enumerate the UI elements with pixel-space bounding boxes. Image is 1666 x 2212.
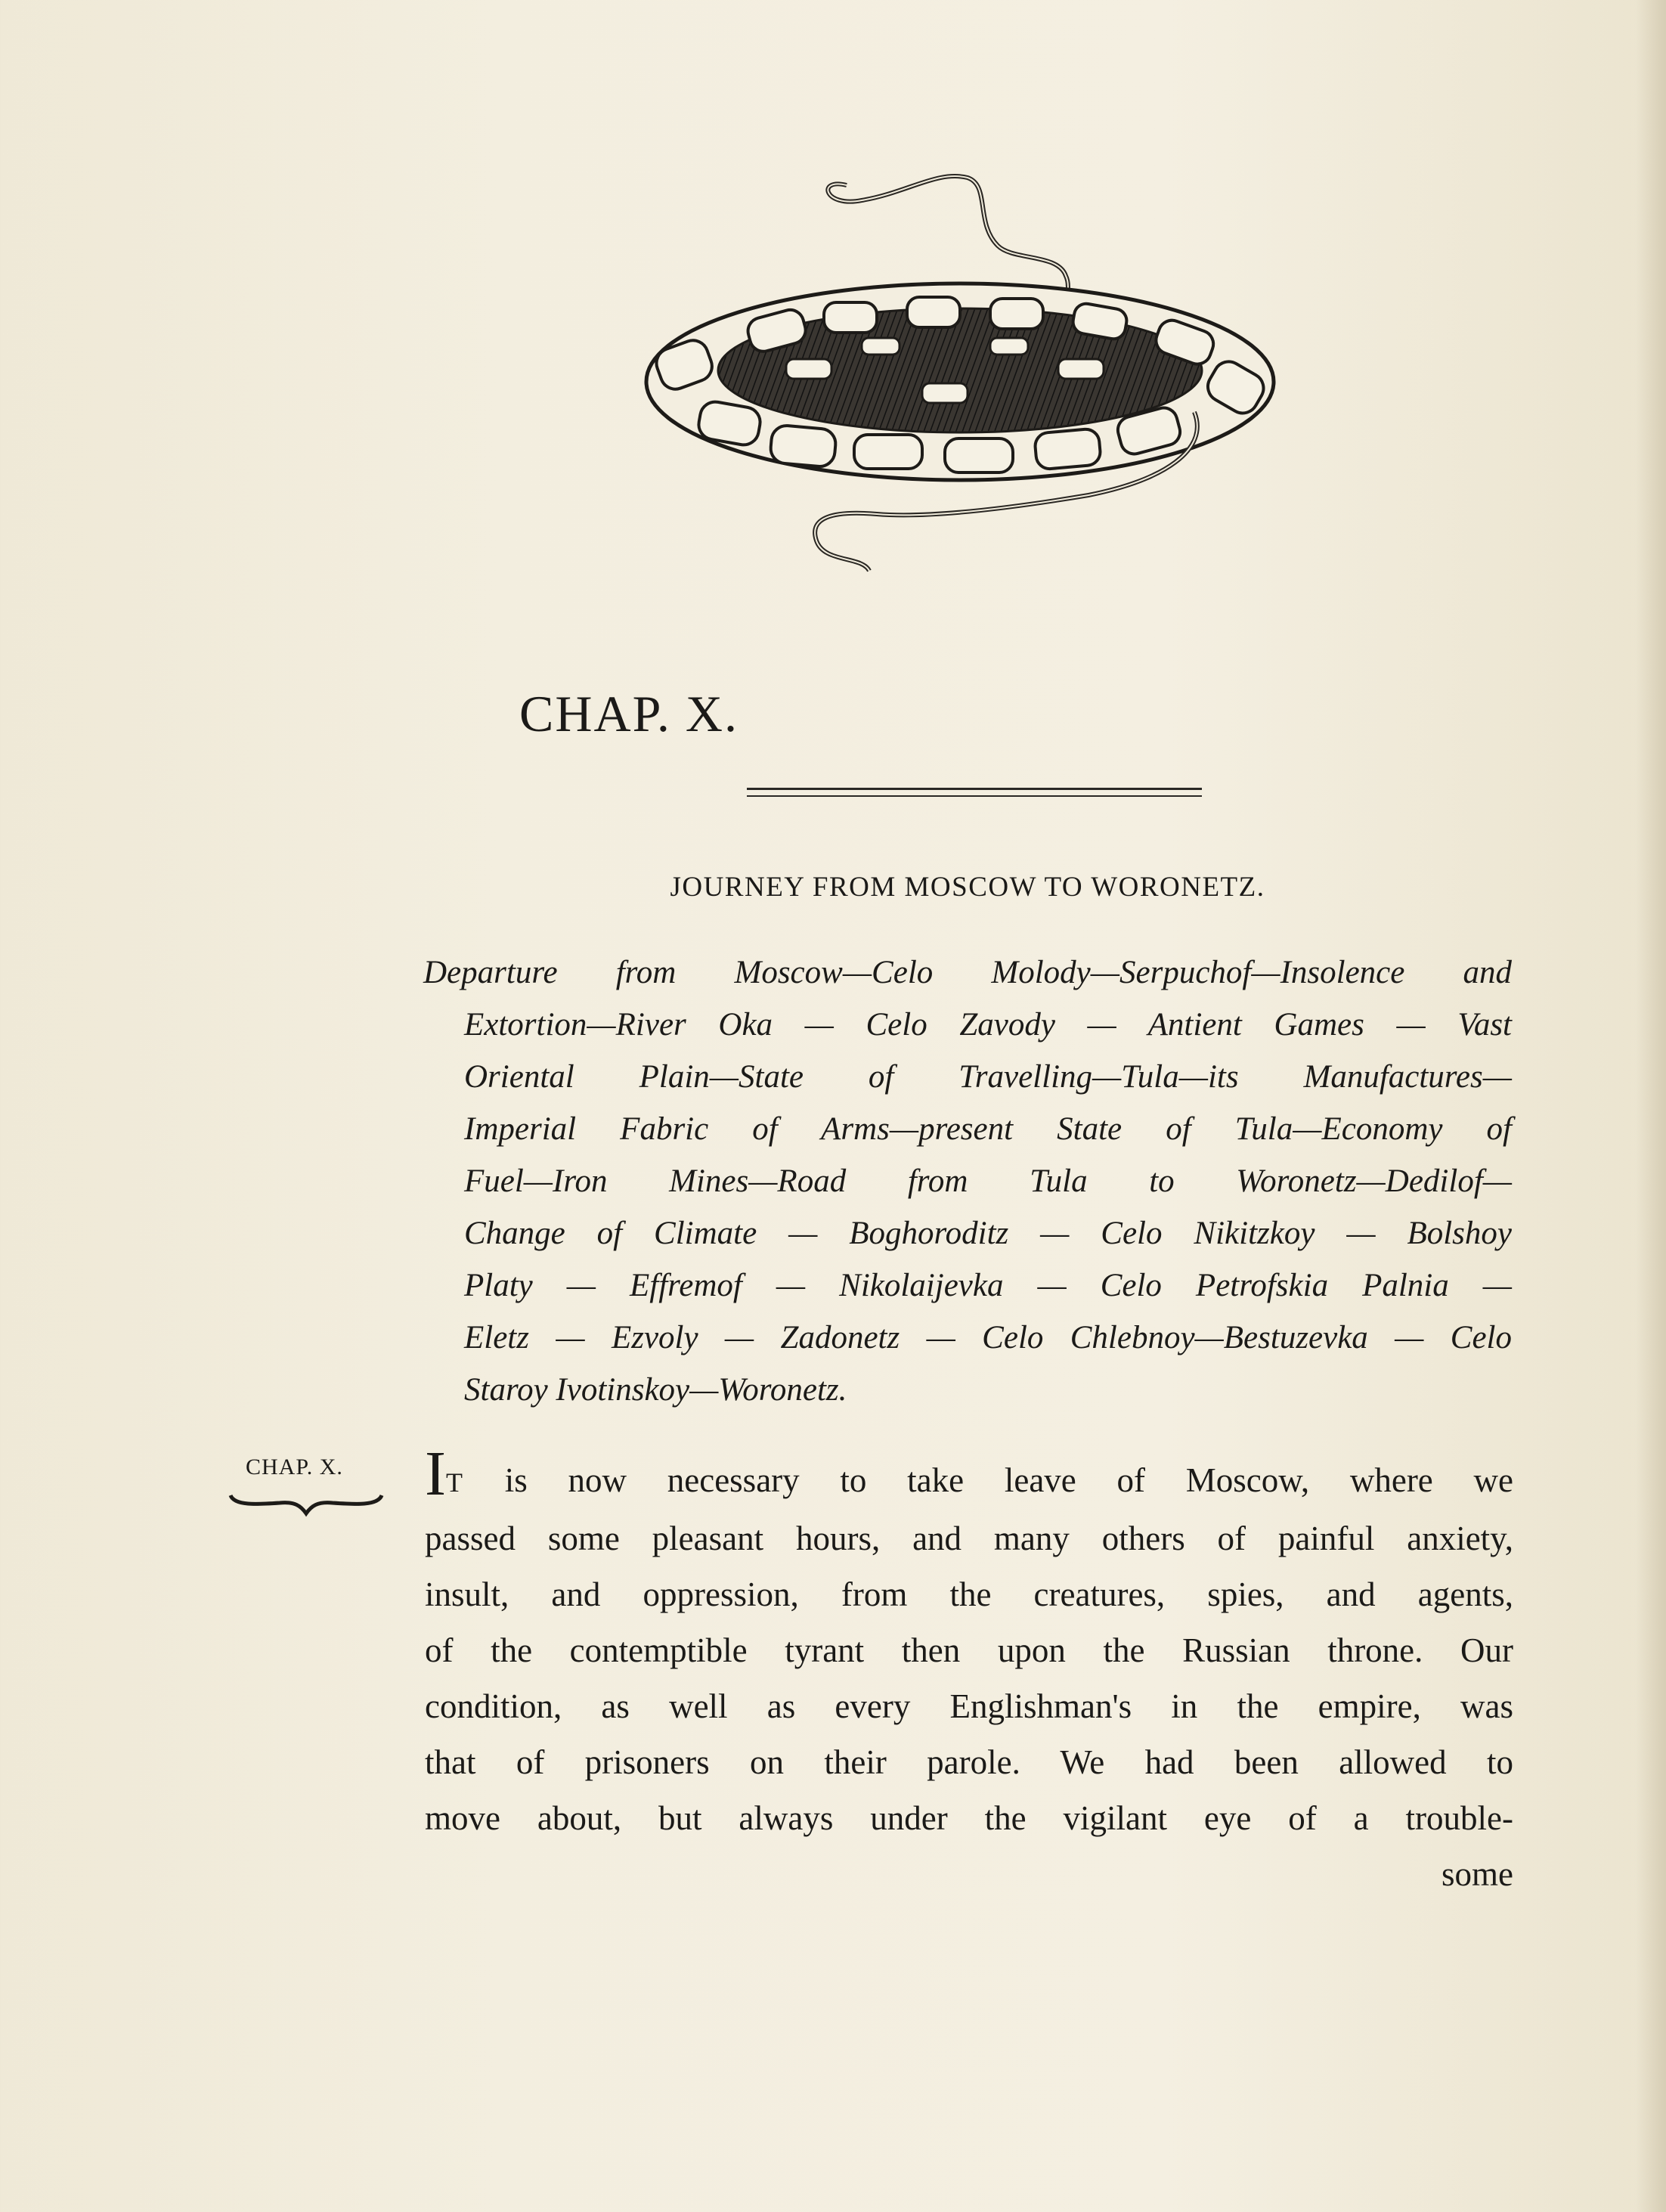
chapter-title-text: CHAP. X. <box>519 685 739 742</box>
synopsis-line: Departure from Moscow—Celo Molody—Serpuchof—Insolence and <box>423 955 1512 990</box>
chapter-subtitle: JOURNEY FROM MOSCOW TO WORONETZ. <box>670 872 1265 903</box>
synopsis-line: Eletz — Ezvoly — Zadonetz — Celo Chlebnoy—Bestuzevka — Celo <box>464 1320 1512 1355</box>
title-rule-top <box>747 788 1202 790</box>
body-line: condition, as well as every Englishman's in the empire, was <box>425 1687 1513 1725</box>
drop-cap: I <box>425 1439 446 1509</box>
synopsis-line: Change of Climate — Boghoroditz — Celo Nikitzkoy — Bolshoy <box>464 1216 1512 1251</box>
small-caps-letter: T <box>445 1467 464 1498</box>
catchword: some <box>1441 1855 1513 1893</box>
body-line: that of prisoners on their parole. We had been allowed to <box>425 1743 1513 1781</box>
body-line-first <box>425 1439 1513 1510</box>
bast-shoe-illustration-icon <box>635 163 1285 586</box>
title-rule-bottom <box>747 795 1202 797</box>
synopsis-line: Imperial Fabric of Arms—present State of Tula—Economy of <box>464 1111 1512 1147</box>
synopsis-line: Platy — Effremof — Nikolaijevka — Celo Petrofskia Palnia — <box>464 1268 1512 1303</box>
body-line-first-text: is now necessary to take leave of Moscow, where we <box>463 1461 1513 1499</box>
synopsis-line: Extortion—River Oka — Celo Zavody — Antient Games — Vast <box>464 1007 1512 1042</box>
margin-chapter-note: CHAP. X. <box>246 1455 343 1479</box>
synopsis-line: Staroy Ivotinskoy—Woronetz. <box>464 1372 847 1408</box>
chapter-title <box>0 684 1666 744</box>
body-text <box>425 1439 1513 1902</box>
body-line: move about, but always under the vigilant eye of a trouble- <box>425 1799 1513 1837</box>
body-line: insult, and oppression, from the creatures, spies, and agents, <box>425 1575 1513 1613</box>
synopsis-line: Fuel—Iron Mines—Road from Tula to Woronetz—Dedilof— <box>464 1163 1512 1199</box>
curly-brace-ornament-icon <box>227 1489 386 1520</box>
body-line: of the contemptible tyrant then upon the Russian throne. Our <box>425 1631 1513 1669</box>
synopsis-line: Oriental Plain—State of Travelling—Tula—its Manufactures— <box>464 1059 1512 1095</box>
page-edge-shadow <box>1636 0 1666 2212</box>
body-line: passed some pleasant hours, and many others of painful anxiety, <box>425 1520 1513 1557</box>
chapter-synopsis <box>423 946 1512 1416</box>
